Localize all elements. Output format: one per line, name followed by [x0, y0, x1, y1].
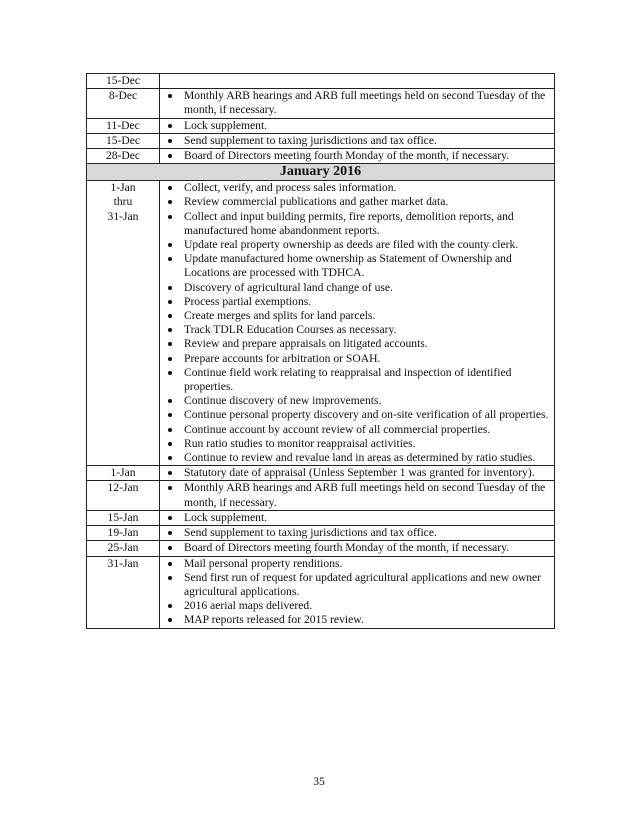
items-cell [160, 89, 555, 118]
date-cell: 11-Dec [87, 118, 160, 133]
items-cell [160, 466, 555, 481]
items-cell [160, 526, 555, 541]
table-row [87, 74, 555, 89]
list-item: Review commercial publications and gather market data. [160, 195, 554, 209]
list-item: Mail personal property renditions. [160, 557, 554, 571]
page-number: 35 [313, 775, 325, 788]
date-start: 1-Jan [110, 181, 136, 195]
table-row [87, 466, 555, 481]
list-item: Continue field work relating to reappraisal and inspection of identified properties. [160, 366, 554, 394]
table-row [87, 89, 555, 118]
items-cell [160, 118, 555, 133]
date-cell: 15-Jan [87, 510, 160, 525]
task-list [160, 466, 554, 480]
task-list [160, 134, 554, 148]
items-cell [160, 481, 555, 510]
list-item: Prepare accounts for arbitration or SOAH. [160, 352, 554, 366]
list-item: Statutory date of appraisal (Unless September 1 was granted for inventory). [160, 466, 554, 480]
table-row [87, 118, 555, 133]
list-item: Update manufactured home ownership as Statement of Ownership and Locations are processed with TDHCA. [160, 252, 554, 280]
items-cell [160, 510, 555, 525]
december-rows [87, 74, 555, 164]
list-item: Board of Directors meeting fourth Monday of the month, if necessary. [160, 541, 554, 555]
items-cell [160, 181, 555, 466]
task-list [160, 181, 554, 465]
date-cell: 19-Jan [87, 526, 160, 541]
month-header-row [87, 164, 555, 181]
items-cell [160, 556, 555, 628]
date-cell: 8-Dec [87, 89, 160, 118]
list-item: 2016 aerial maps delivered. [160, 599, 554, 613]
table-row [87, 149, 555, 164]
items-cell [160, 541, 555, 556]
table-row [87, 181, 555, 466]
date-cell: 28-Dec [87, 149, 160, 164]
date-cell: 15-Dec [87, 133, 160, 148]
list-item: Monthly ARB hearings and ARB full meetings held on second Tuesday of the month, if necessary. [160, 481, 554, 509]
items-cell [160, 74, 555, 89]
list-item: Continue account by account review of all commercial properties. [160, 423, 554, 437]
list-item: Collect and input building permits, fire reports, demolition reports, and manufactured home abandonment reports. [160, 210, 554, 238]
list-item: Lock supplement. [160, 119, 554, 133]
list-item: Monthly ARB hearings and ARB full meetings held on second Tuesday of the month, if necessary. [160, 89, 554, 117]
date-cell: 25-Jan [87, 541, 160, 556]
date-cell: 15-Dec [87, 74, 160, 89]
date-end: 31-Jan [107, 209, 139, 223]
list-item: Board of Directors meeting fourth Monday of the month, if necessary. [160, 149, 554, 163]
task-list [160, 119, 554, 133]
date-cell: 31-Jan [87, 556, 160, 628]
date-cell: 12-Jan [87, 481, 160, 510]
list-item: Send first run of request for updated agricultural applications and new owner agricultural applications. [160, 571, 554, 599]
list-item: Run ratio studies to monitor reappraisal activities. [160, 437, 554, 451]
list-item: Track TDLR Education Courses as necessary. [160, 323, 554, 337]
list-item: Continue discovery of new improvements. [160, 394, 554, 408]
month-header: January 2016 [87, 164, 555, 181]
schedule-table [86, 73, 555, 629]
task-list [160, 511, 554, 525]
list-item: Process partial exemptions. [160, 295, 554, 309]
list-item: Continue to review and revalue land in areas as determined by ratio studies. [160, 451, 554, 465]
task-list [160, 481, 554, 509]
task-list [160, 526, 554, 540]
january-rows [87, 466, 555, 628]
list-item: Update real property ownership as deeds are filed with the county clerk. [160, 238, 554, 252]
table-row [87, 526, 555, 541]
date-thru: thru [113, 195, 133, 209]
date-cell: 1-Jan [87, 466, 160, 481]
table-row [87, 481, 555, 510]
list-item: Lock supplement. [160, 511, 554, 525]
table-row [87, 510, 555, 525]
list-item: Send supplement to taxing jurisdictions and tax office. [160, 526, 554, 540]
items-cell [160, 149, 555, 164]
list-item: Continue personal property discovery and on-site verification of all properties. [160, 408, 554, 422]
task-list [160, 149, 554, 163]
month-section [87, 164, 555, 466]
table-row [87, 541, 555, 556]
task-list [160, 541, 554, 555]
table-row [87, 556, 555, 628]
date-cell [87, 181, 160, 466]
list-item: Create merges and splits for land parcels. [160, 309, 554, 323]
list-item: Discovery of agricultural land change of use. [160, 281, 554, 295]
list-item: Collect, verify, and process sales information. [160, 181, 554, 195]
list-item: Send supplement to taxing jurisdictions and tax office. [160, 134, 554, 148]
items-cell [160, 133, 555, 148]
list-item: MAP reports released for 2015 review. [160, 613, 554, 627]
task-list [160, 89, 554, 117]
task-list [160, 557, 554, 628]
table-row [87, 133, 555, 148]
list-item: Review and prepare appraisals on litigated accounts. [160, 337, 554, 351]
